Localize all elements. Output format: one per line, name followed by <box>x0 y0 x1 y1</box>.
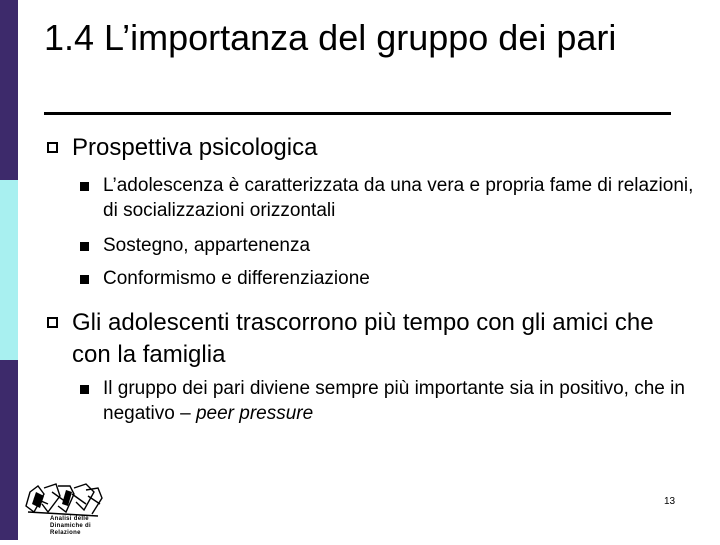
page-number: 13 <box>664 496 676 507</box>
slide-title: 1.4 L’importanza del gruppo dei pari <box>44 17 617 58</box>
title-underline <box>44 112 671 115</box>
logo-line-2: Dinamiche di Relazione <box>50 523 91 536</box>
bullet-adolescenti: Gli adolescenti trascorrono più tempo con gli amici che con la famiglia <box>72 309 654 368</box>
left-stripe-middle <box>0 180 18 360</box>
sub-bullet-conformismo: Conformismo e differenziazione <box>103 268 370 289</box>
filled-square-bullet-icon <box>80 275 89 284</box>
sub-bullet-adolescenza: L’adolescenza è caratterizzata da una vera e propria fame di relazioni, di socializzazioni orizzontali <box>103 175 694 221</box>
left-stripe-top <box>0 0 18 180</box>
filled-square-bullet-icon <box>80 242 89 251</box>
hollow-square-bullet-icon <box>47 317 58 328</box>
bullet-prospettiva: Prospettiva psicologica <box>72 134 318 161</box>
sub-bullet-gruppo-pari-text: Il gruppo dei pari diviene sempre più importante sia in positivo, che in negativo – <box>103 378 685 424</box>
adr-logo <box>22 482 122 545</box>
logo-line-1: Analisi delle <box>50 516 89 522</box>
filled-square-bullet-icon <box>80 385 89 394</box>
left-stripe-bottom <box>0 360 18 540</box>
sub-bullet-sostegno: Sostegno, appartenenza <box>103 235 311 256</box>
logo-text <box>50 516 122 537</box>
hollow-square-bullet-icon <box>47 142 58 153</box>
filled-square-bullet-icon <box>80 182 89 191</box>
peer-pressure-emphasis: peer pressure <box>195 403 314 424</box>
sub-bullet-gruppo-pari <box>103 376 693 426</box>
